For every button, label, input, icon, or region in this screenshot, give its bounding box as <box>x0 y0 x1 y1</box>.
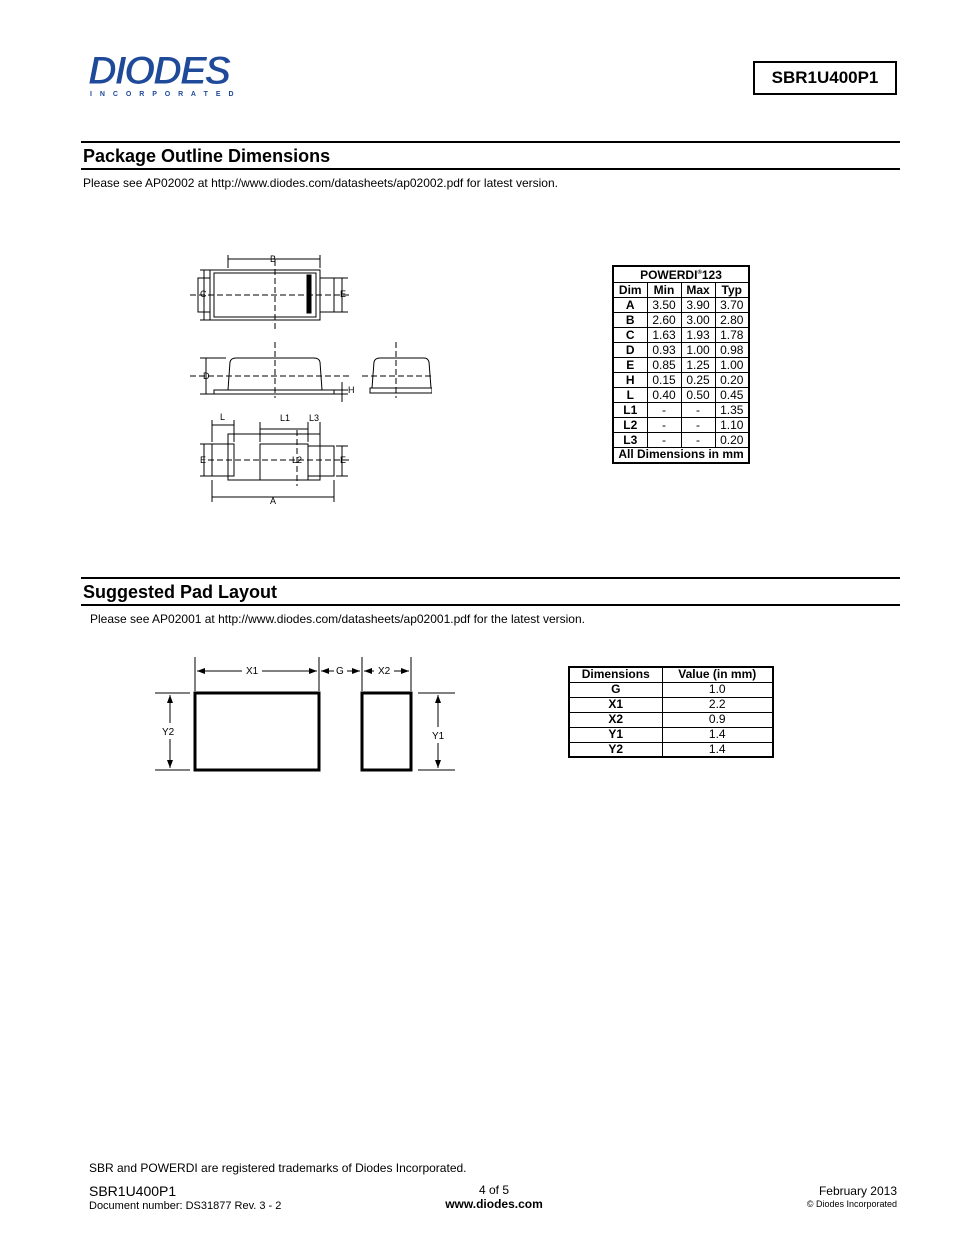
value-cell: 2.60 <box>647 313 681 328</box>
table-row <box>613 418 749 433</box>
package-outline-title: Package Outline Dimensions <box>83 146 331 166</box>
value-cell: 3.00 <box>681 313 715 328</box>
trademark-note: SBR and POWERDI are registered trademarks of Diodes Incorporated. <box>89 1161 467 1175</box>
front-view-drawing <box>362 340 432 400</box>
dim-cell: Y1 <box>569 727 662 742</box>
value-cell: 0.15 <box>647 373 681 388</box>
table-row <box>613 328 749 343</box>
diodes-logo <box>88 52 268 100</box>
value-cell: 0.9 <box>662 712 773 727</box>
pad-label-X2: X2 <box>378 666 391 677</box>
pad-x1 <box>195 693 319 770</box>
dim-cell: X2 <box>569 712 662 727</box>
pad-layout-table <box>568 666 774 758</box>
table-row <box>613 313 749 328</box>
dim-cell: H <box>613 373 647 388</box>
value-cell: - <box>647 403 681 418</box>
footer-website[interactable]: www.diodes.com <box>445 1197 543 1211</box>
value-cell: 0.25 <box>681 373 715 388</box>
value-cell: - <box>681 433 715 448</box>
dim-cell: X1 <box>569 697 662 712</box>
dim-cell: B <box>613 313 647 328</box>
pad-layout-drawing <box>150 655 460 775</box>
dim-cell: G <box>569 682 662 697</box>
table-row <box>569 697 773 712</box>
section-rule-top <box>81 141 900 143</box>
value-cell: 0.93 <box>647 343 681 358</box>
value-cell: 0.45 <box>715 388 749 403</box>
value-cell: 3.50 <box>647 298 681 313</box>
table-row <box>613 343 749 358</box>
value-cell: - <box>647 433 681 448</box>
dim-cell: L3 <box>613 433 647 448</box>
dim-label-H: H <box>348 385 355 395</box>
value-cell: 2.2 <box>662 697 773 712</box>
value-cell: 1.00 <box>681 343 715 358</box>
header-cell: Typ <box>715 283 749 298</box>
dim-label-C: C <box>200 289 207 299</box>
table-row <box>613 298 749 313</box>
dim-cell: L1 <box>613 403 647 418</box>
footer-copyright: © Diodes Incorporated <box>806 1199 897 1209</box>
logo-subtext: I N C O R P O R A T E D <box>90 91 237 98</box>
footer-document-number: Document number: DS31877 Rev. 3 - 2 <box>89 1200 282 1212</box>
dim-cell: C <box>613 328 647 343</box>
value-cell: 0.98 <box>715 343 749 358</box>
table-row <box>569 727 773 742</box>
dim-cell: Y2 <box>569 742 662 757</box>
header-cell: Dimensions <box>569 667 662 682</box>
value-cell: 1.35 <box>715 403 749 418</box>
pad-table-header <box>569 667 773 682</box>
package-outline-drawing <box>190 250 370 510</box>
dim-label-B: B <box>270 254 277 264</box>
table-row <box>569 712 773 727</box>
pad-layout-title: Suggested Pad Layout <box>83 582 278 602</box>
pad-layout-note: Please see AP02001 at http://www.diodes.com/datasheets/ap02001.pdf for the latest version. <box>90 612 585 626</box>
value-cell: 1.93 <box>681 328 715 343</box>
value-cell: 1.4 <box>662 742 773 757</box>
dim-label-E-left: E <box>200 455 207 465</box>
package-outline-note: Please see AP02002 at http://www.diodes.com/datasheets/ap02002.pdf for latest version. <box>83 176 558 190</box>
dim-label-E-right: E <box>340 455 347 465</box>
table-row <box>613 433 749 448</box>
header-cell: Max <box>681 283 715 298</box>
table-row <box>613 373 749 388</box>
value-cell: 1.00 <box>715 358 749 373</box>
header-cell: Value (in mm) <box>662 667 773 682</box>
dim-cell: D <box>613 343 647 358</box>
outline-table-footer: All Dimensions in mm <box>613 448 749 463</box>
dim-cell: L <box>613 388 647 403</box>
section-rule-top-2 <box>81 577 900 579</box>
value-cell: 1.10 <box>715 418 749 433</box>
value-cell: 1.78 <box>715 328 749 343</box>
value-cell: - <box>647 418 681 433</box>
value-cell: 1.4 <box>662 727 773 742</box>
pad-label-Y1: Y1 <box>432 731 445 742</box>
value-cell: 1.0 <box>662 682 773 697</box>
section-rule-bottom <box>81 168 900 170</box>
header-cell: Min <box>647 283 681 298</box>
value-cell: 0.20 <box>715 433 749 448</box>
value-cell: - <box>681 418 715 433</box>
value-cell: 0.85 <box>647 358 681 373</box>
dim-cell: A <box>613 298 647 313</box>
value-cell: 2.80 <box>715 313 749 328</box>
dim-label-L3: L3 <box>309 413 320 423</box>
dim-label-E-top: E <box>340 289 347 299</box>
value-cell: 1.63 <box>647 328 681 343</box>
dim-cell: L2 <box>613 418 647 433</box>
logo-wordmark: DIODES <box>88 52 230 93</box>
value-cell: - <box>681 403 715 418</box>
outline-table-header <box>613 283 749 298</box>
value-cell: 0.20 <box>715 373 749 388</box>
table-row <box>569 682 773 697</box>
pad-label-Y2: Y2 <box>162 727 175 738</box>
header-cell: Dim <box>613 283 647 298</box>
value-cell: 3.90 <box>681 298 715 313</box>
dim-cell: E <box>613 358 647 373</box>
footer-part-number: SBR1U400P1 <box>89 1183 177 1199</box>
pad-label-G: G <box>336 666 344 677</box>
pad-table-body <box>569 682 773 757</box>
value-cell: 0.40 <box>647 388 681 403</box>
table-row <box>613 403 749 418</box>
value-cell: 3.70 <box>715 298 749 313</box>
dim-label-D: D <box>203 371 210 381</box>
dim-label-L: L <box>220 412 226 422</box>
outline-table-title: POWERDI®123 <box>613 266 749 283</box>
value-cell: 0.50 <box>681 388 715 403</box>
table-row <box>613 358 749 373</box>
outline-dimensions-table <box>612 265 750 464</box>
outline-table-body <box>613 298 749 448</box>
part-number-box: SBR1U400P1 <box>753 61 897 95</box>
section-rule-bottom-2 <box>81 604 900 606</box>
dim-label-L2: L2 <box>292 455 303 465</box>
dim-label-L1: L1 <box>280 413 291 423</box>
table-row <box>613 388 749 403</box>
footer-date: February 2013 <box>818 1184 897 1198</box>
pad-x2 <box>362 693 411 770</box>
value-cell: 1.25 <box>681 358 715 373</box>
pad-label-X1: X1 <box>246 666 259 677</box>
table-row <box>569 742 773 757</box>
footer-page: 4 of 5 <box>478 1183 510 1197</box>
dim-label-A: A <box>270 496 277 506</box>
